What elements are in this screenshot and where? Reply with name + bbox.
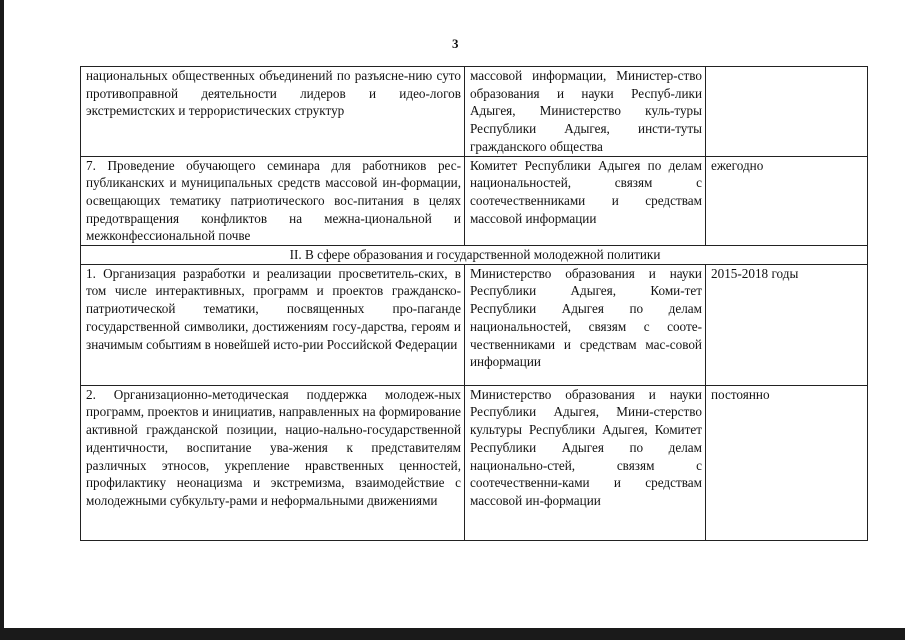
responsible-cell: Министерство образования и науки Республики Адыгея, Мини-стерство культуры Республики Адыгея, Комитет Республики Адыгея по делам национально-стей, связям с соотечественни-ками и средствам массовой ин-формации bbox=[465, 385, 706, 540]
responsible-cell: Министерство образования и науки Республики Адыгея, Коми-тет Республики Адыгея по делам национальностей, связям с сооте-чественниками и средствам мас-совой информации bbox=[465, 264, 706, 385]
term-cell bbox=[706, 67, 868, 157]
activity-cell: 1. Организация разработки и реализации просветитель-ских, в том числе интерактивных, программ и проектов гражданско-патриотической тематики, посвященных про-паганде государственной символики, достижениям госу-дарства, героям и значимым событиям в новейшей исто-рии Российской Федерации bbox=[81, 264, 465, 385]
responsible-cell: массовой информации, Министер-ство образования и науки Респуб-лики Адыгея, Министерство куль-туры Республики Адыгея, инсти-туты гражданского общества bbox=[465, 67, 706, 157]
table-row bbox=[81, 67, 868, 157]
responsible-cell: Комитет Республики Адыгея по делам национальностей, связям с соотечественниками и средствам массовой информации bbox=[465, 156, 706, 246]
term-cell: постоянно bbox=[706, 385, 868, 540]
section-heading: II. В сфере образования и государственной молодежной политики bbox=[81, 246, 868, 265]
activity-cell: 2. Организационно-методическая поддержка молодеж-ных программ, проектов и инициатив, направленных на формирование активной гражданской позиции, нацио-нально-государственной идентичности, воспитание ува-жения к представителям различных этносов, укрепление нравственных ценностей, профилактику неонацизма и экстремизма, взаимодействие с молодежными субкульту-рами и неформальными движениями bbox=[81, 385, 465, 540]
term-cell: ежегодно bbox=[706, 156, 868, 246]
term-cell: 2015-2018 годы bbox=[706, 264, 868, 385]
table-row bbox=[81, 385, 868, 540]
measures-table bbox=[80, 66, 868, 541]
activity-cell: 7. Проведение обучающего семинара для работников рес-публиканских и муниципальных средств массовой ин-формации, освещающих тематику патриотического вос-питания в целях предотвращения конфликтов на межна-циональной и межконфессиональной почве bbox=[81, 156, 465, 246]
table-row bbox=[81, 156, 868, 246]
scan-frame-bottom bbox=[0, 628, 905, 640]
table-row bbox=[81, 264, 868, 385]
page-number: 3 bbox=[452, 36, 459, 51]
scan-frame-left bbox=[0, 0, 4, 640]
activity-cell: национальных общественных объединений по разъясне-нию суто противоправной деятельности лидеров и идео-логов экстремистских и террористических структур bbox=[81, 67, 465, 157]
section-row bbox=[81, 246, 868, 265]
